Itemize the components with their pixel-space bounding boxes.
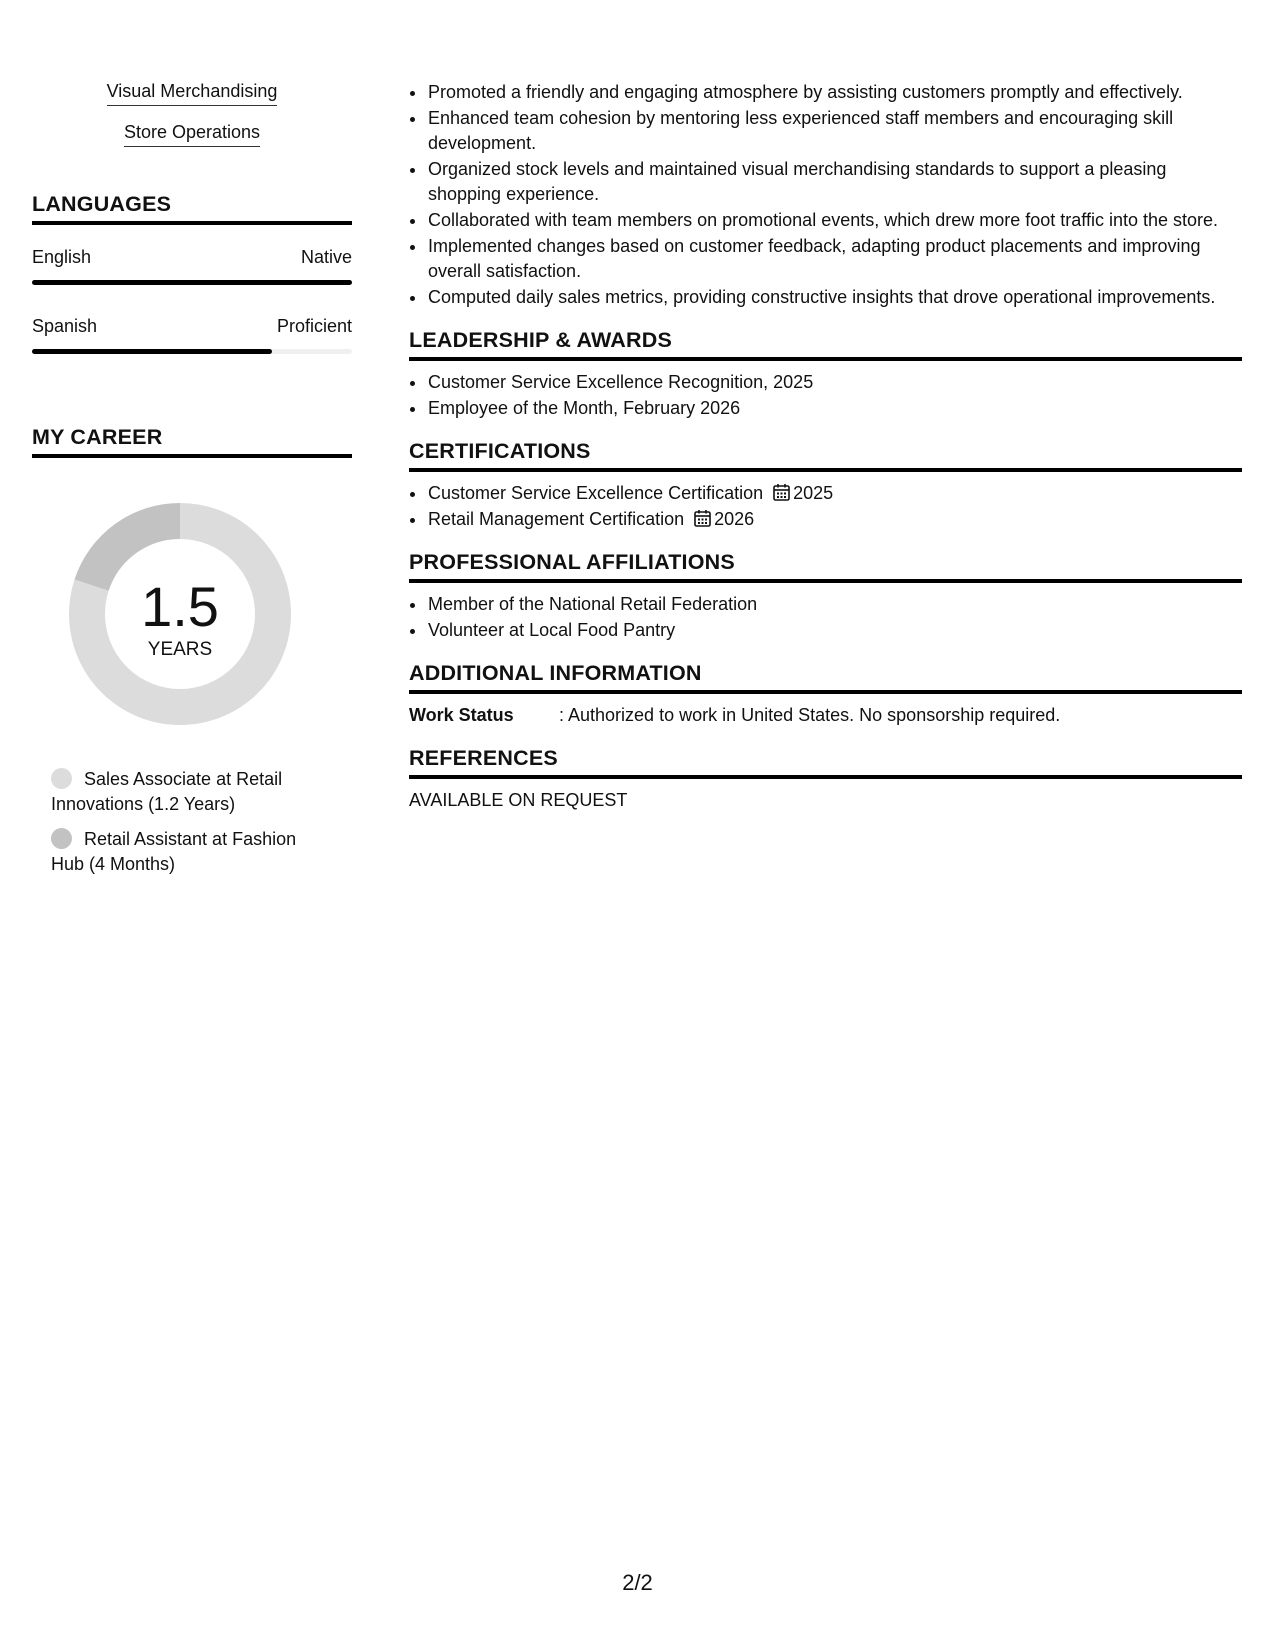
certification-year: 2026	[714, 509, 755, 529]
left-column	[32, 80, 352, 887]
legend-dot-icon	[51, 828, 72, 849]
leadership-list	[409, 370, 1242, 421]
work-status-label: Work Status	[409, 705, 514, 725]
references-heading: REFERENCES	[409, 745, 1242, 779]
language-item	[32, 246, 352, 285]
language-proficiency-fill	[32, 349, 272, 354]
certification-name: Customer Service Excellence Certification	[428, 483, 764, 503]
career-legend	[51, 767, 321, 877]
skill-tag: Store Operations	[32, 121, 352, 147]
career-legend-item	[51, 827, 321, 877]
affiliation-item: • Member of the National Retail Federation	[427, 592, 1242, 617]
work-status-value: : Authorized to work in United States. No sponsorship required.	[559, 705, 1061, 725]
leadership-item: • Customer Service Excellence Recognition, 2025	[427, 370, 1242, 395]
experience-bullet-list	[409, 80, 1242, 310]
language-name: English	[32, 247, 92, 267]
certification-item	[427, 481, 1242, 506]
leadership-item: • Employee of the Month, February 2026	[427, 396, 1242, 421]
career-heading: MY CAREER	[32, 424, 352, 458]
page-indicator: 2/2	[622, 1570, 653, 1595]
affiliation-item: • Volunteer at Local Food Pantry	[427, 618, 1242, 643]
experience-bullet: • Organized stock levels and maintained visual merchandising standards to support a pleasing shopping experience.	[427, 157, 1242, 207]
career-total-years: 1.5	[141, 575, 219, 638]
right-column	[409, 80, 1242, 813]
career-legend-item	[51, 767, 321, 817]
additional-info-heading: ADDITIONAL INFORMATION	[409, 660, 1242, 694]
experience-bullet: • Computed daily sales metrics, providing constructive insights that drove operational improvements.	[427, 285, 1242, 310]
career-legend-label: Sales Associate at Retail Innovations (1.2 Years)	[51, 769, 283, 814]
certification-year: 2025	[793, 483, 834, 503]
skill-tag: Visual Merchandising	[32, 80, 352, 106]
certifications-list	[409, 481, 1242, 532]
calendar-icon	[694, 509, 711, 527]
affiliations-list	[409, 592, 1242, 643]
certifications-heading: CERTIFICATIONS	[409, 438, 1242, 472]
calendar-icon	[773, 483, 790, 501]
references-text: AVAILABLE ON REQUEST	[409, 790, 628, 810]
leadership-heading: LEADERSHIP & AWARDS	[409, 327, 1242, 361]
experience-bullet: • Enhanced team cohesion by mentoring less experienced staff members and encouraging skill development.	[427, 106, 1242, 156]
experience-bullet: • Implemented changes based on customer feedback, adapting product placements and improving overall satisfaction.	[427, 234, 1242, 284]
career-total-unit: YEARS	[147, 639, 213, 660]
language-proficiency-fill	[32, 280, 352, 285]
affiliations-heading: PROFESSIONAL AFFILIATIONS	[409, 549, 1242, 583]
career-legend-label: Retail Assistant at Fashion Hub (4 Months)	[51, 829, 297, 874]
language-proficiency-bar	[32, 280, 352, 285]
language-item	[32, 315, 352, 354]
legend-dot-icon	[51, 768, 72, 789]
language-level: Native	[300, 247, 352, 267]
work-status-row	[409, 703, 1242, 728]
language-name: Spanish	[32, 316, 98, 336]
career-donut-chart	[65, 499, 295, 729]
certification-item	[427, 507, 1242, 532]
experience-bullet: • Collaborated with team members on promotional events, which drew more foot traffic into the store.	[427, 208, 1242, 233]
languages-heading: LANGUAGES	[32, 191, 352, 225]
experience-bullet: • Promoted a friendly and engaging atmosphere by assisting customers promptly and effectively.	[427, 80, 1242, 105]
language-proficiency-bar	[32, 349, 352, 354]
language-level: Proficient	[276, 316, 352, 336]
certification-name: Retail Management Certification	[428, 509, 685, 529]
